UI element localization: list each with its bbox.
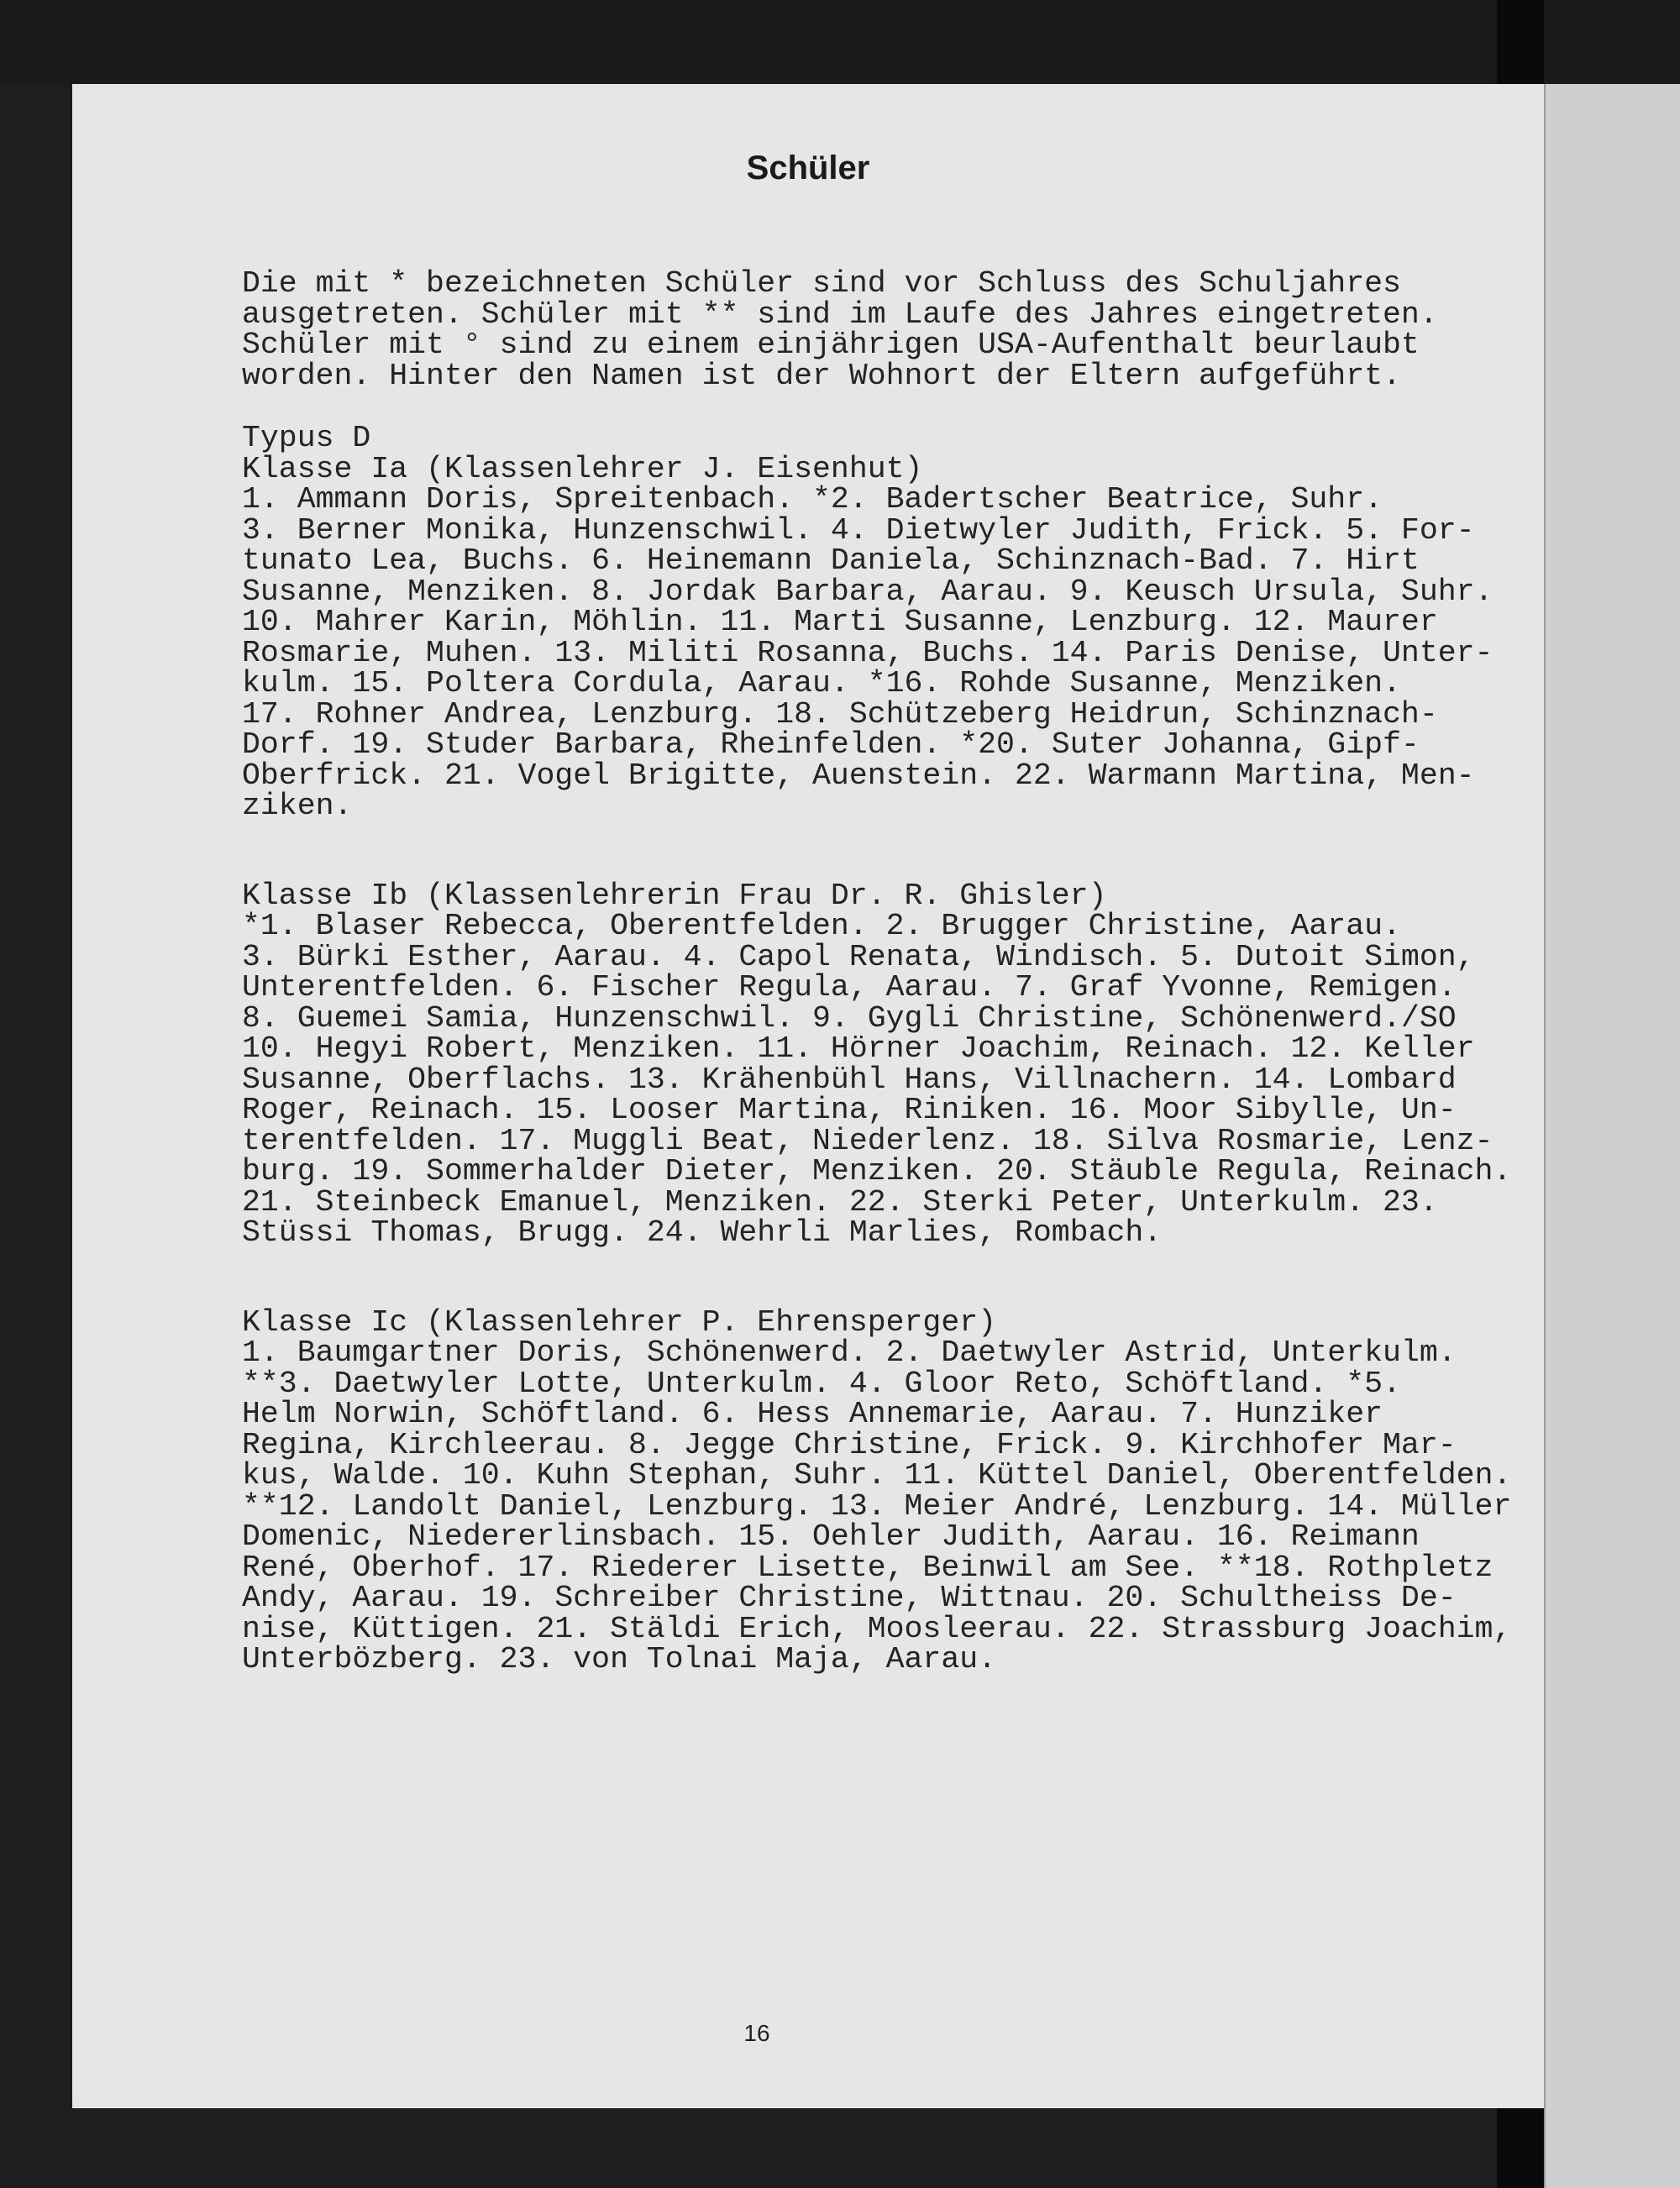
student-line: 1. Ammann Doris, Spreitenbach. *2. Badertscher Beatrice, Suhr. [242, 482, 1383, 517]
student-line: Unterentfelden. 6. Fischer Regula, Aarau. 7. Graf Yvonne, Remigen. [242, 970, 1457, 1005]
student-line: **3. Daetwyler Lotte, Unterkulm. 4. Gloor Reto, Schöftland. *5. [242, 1366, 1401, 1401]
document-body [242, 266, 1603, 1734]
class-section-ia [242, 451, 1603, 823]
student-line: Domenic, Niedererlinsbach. 15. Oehler Judith, Aarau. 16. Reimann [242, 1519, 1420, 1554]
student-line: kulm. 15. Poltera Cordula, Aarau. *16. Rohde Susanne, Menziken. [242, 666, 1401, 700]
student-line: Oberfrick. 21. Vogel Brigitte, Auenstein. 22. Warmann Martina, Men- [242, 758, 1475, 793]
class-section-ic [242, 1304, 1603, 1676]
student-line: 8. Guemei Samia, Hunzenschwil. 9. Gygli Christine, Schönenwerd./SO [242, 1000, 1457, 1036]
student-line: Roger, Reinach. 15. Looser Martina, Riniken. 16. Moor Sibylle, Un- [242, 1093, 1457, 1127]
student-line: kus, Walde. 10. Kuhn Stephan, Suhr. 11. Küttel Daniel, Oberentfelden. [242, 1458, 1512, 1493]
student-line: nise, Küttigen. 21. Stäldi Erich, Moosleerau. 22. Strassburg Joachim, [242, 1611, 1512, 1646]
student-line: Rosmarie, Muhen. 13. Militi Rosanna, Buchs. 14. Paris Denise, Unter- [242, 635, 1494, 670]
scan-background-top [0, 0, 1680, 84]
student-line: Regina, Kirchleerau. 8. Jegge Christine, Frick. 9. Kirchhofer Mar- [242, 1427, 1457, 1462]
student-line: Susanne, Oberflachs. 13. Krähenbühl Hans, Villnachern. 14. Lombard [242, 1062, 1457, 1097]
student-line: René, Oberhof. 17. Riederer Lisette, Beinwil am See. **18. Rothpletz [242, 1550, 1494, 1585]
intro-line: worden. Hinter den Namen ist der Wohnort der Eltern aufgeführt. [242, 358, 1401, 393]
typus-heading: Typus D [242, 421, 371, 455]
student-line: Unterbözberg. 23. von Tolnai Maja, Aarau. [242, 1642, 997, 1676]
student-line: Dorf. 19. Studer Barbara, Rheinfelden. *20. Suter Johanna, Gipf- [242, 727, 1420, 762]
class-section-ib [242, 878, 1603, 1250]
student-line: Helm Norwin, Schöftland. 6. Hess Annemarie, Aarau. 7. Hunziker [242, 1397, 1383, 1431]
document-page [72, 84, 1544, 2108]
student-line: Andy, Aarau. 19. Schreiber Christine, Wittnau. 20. Schultheiss De- [242, 1581, 1457, 1615]
student-line: ziken. [242, 789, 353, 823]
page-number: 16 [743, 2020, 770, 2046]
class-heading: Klasse Ic (Klassenlehrer P. Ehrensperger) [242, 1304, 997, 1340]
page-title: Schüler [746, 150, 870, 186]
student-line: 3. Berner Monika, Hunzenschwil. 4. Dietwyler Judith, Frick. 5. For- [242, 512, 1475, 548]
student-line: 3. Bürki Esther, Aarau. 4. Capol Renata, Windisch. 5. Dutoit Simon, [242, 939, 1475, 974]
class-heading: Klasse Ib (Klassenlehrerin Frau Dr. R. Ghisler) [242, 878, 1107, 913]
student-line: burg. 19. Sommerhalder Dieter, Menziken. 20. Stäuble Regula, Reinach. [242, 1154, 1512, 1188]
student-line: 17. Rohner Andrea, Lenzburg. 18. Schützeberg Heidrun, Schinznach- [242, 696, 1438, 732]
student-line: **12. Landolt Daniel, Lenzburg. 13. Meier André, Lenzburg. 14. Müller [242, 1488, 1512, 1524]
student-line: 10. Mahrer Karin, Möhlin. 11. Marti Susanne, Lenzburg. 12. Maurer [242, 605, 1438, 639]
intro-line: Schüler mit ° sind zu einem einjährigen USA-Aufenthalt beurlaubt [242, 328, 1420, 362]
student-line: Stüssi Thomas, Brugg. 24. Wehrli Marlies, Rombach. [242, 1215, 1163, 1250]
student-line: *1. Blaser Rebecca, Oberentfelden. 2. Brugger Christine, Aarau. [242, 909, 1401, 943]
student-line: 21. Steinbeck Emanuel, Menziken. 22. Sterki Peter, Unterkulm. 23. [242, 1184, 1438, 1220]
intro-line: ausgetreten. Schüler mit ** sind im Laufe des Jahres eingetreten. [242, 296, 1438, 332]
class-heading: Klasse Ia (Klassenlehrer J. Eisenhut) [242, 451, 923, 486]
student-line: terentfelden. 17. Muggli Beat, Niederlenz. 18. Silva Rosmarie, Lenz- [242, 1123, 1494, 1158]
intro-line: Die mit * bezeichneten Schüler sind vor Schluss des Schuljahres [242, 266, 1401, 301]
student-line: 10. Hegyi Robert, Menziken. 11. Hörner Joachim, Reinach. 12. Keller [242, 1031, 1475, 1066]
intro-paragraph [242, 266, 1603, 393]
student-line: tunato Lea, Buchs. 6. Heinemann Daniela, Schinznach-Bad. 7. Hirt [242, 543, 1420, 578]
student-line: Susanne, Menziken. 8. Jordak Barbara, Aarau. 9. Keusch Ursula, Suhr. [242, 574, 1494, 609]
student-line: 1. Baumgartner Doris, Schönenwerd. 2. Daetwyler Astrid, Unterkulm. [242, 1335, 1457, 1370]
